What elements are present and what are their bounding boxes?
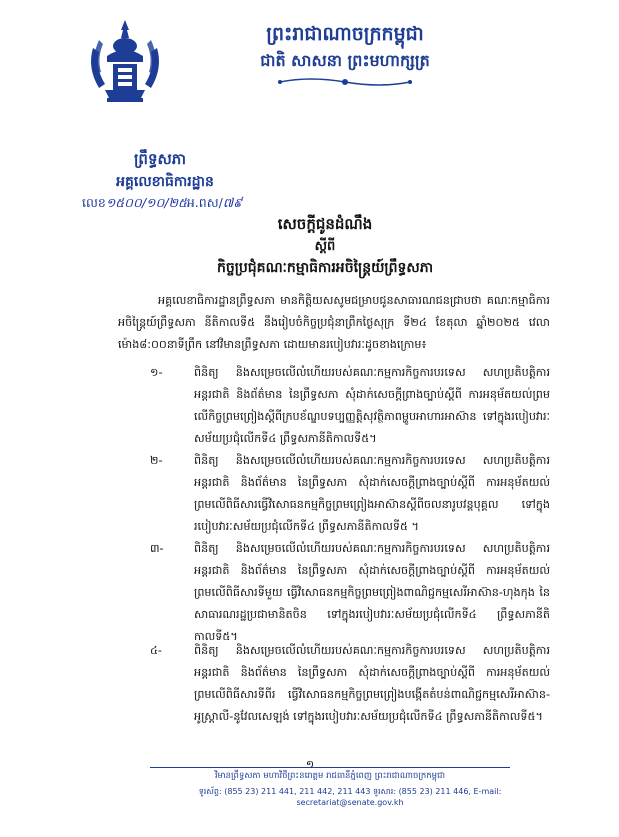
agenda-item-text: ពិនិត្យ និងសម្រេចលើលំហើយរបស់គណៈកម្មការកិច្ចការបរទេស សហប្រតិបត្តិការអន្តរជាតិ និងព័ត៌មាន នៃព្រឹទ្ធសភា សុំដាក់សេចក្តីព្រាងច្បាប់ស្តីពី ការអនុម័តយល់ព្រមលើពិធីសារធ្វើវិសោធនកម្មកិច្ចព្រមព្រៀងអាស៊ានស្តីពីចលនារូបវន្តបុគ្គល ទៅក្នុងរបៀបវារៈសម័យប្រជុំលើកទី៤ ព្រឹទ្ធសភានីតិកាលទី៥ ។: [194, 454, 550, 533]
agenda-item-label: ២-: [150, 454, 163, 467]
phone-number: (855 23) 211 441, 211 442, 211 443: [224, 787, 371, 796]
ref-prefix: លេខ: [82, 195, 106, 210]
senate-emblem-icon: [85, 18, 165, 104]
document-subtitle: កិច្ចប្រជុំគណៈកម្មាធិការអចិន្ត្រៃយ៍ព្រឹទ្ធសភា: [216, 260, 434, 276]
page-number: ១: [305, 758, 315, 771]
ref-suffix: អ.ពស/: [186, 195, 223, 210]
agenda-item-label: ១-: [150, 366, 163, 379]
email-link[interactable]: secretariat@senate.gov.kh: [296, 798, 404, 807]
footer-contact: [160, 786, 540, 807]
sender-department: អគ្គលេខាធិការដ្ឋាន: [116, 174, 214, 190]
intro-text: អគ្គលេខាធិការដ្ឋានព្រឹទ្ធសភា មានកិត្តិយសសូមជម្រាបជូនសាធារណជនជ្រាបថា គណៈកម្មាធិការអចិន្ត្រៃយ៍ព្រឹទ្ធសភា នីតិកាលទី៥ នឹងរៀបចំកិច្ចប្រជុំនាព្រឹកថ្ងៃសុក្រ ទី២៤ ខែតុលា ឆ្នាំ២០២៥ វេលាម៉ោង៨:០០នាទីព្រឹក នៅវិមានព្រឹទ្ធសភា ដោយមានរបៀបវារៈដូចខាងក្រោម៖: [118, 294, 550, 351]
phone-label: ទូរស័ព្ទ:: [198, 787, 222, 796]
national-motto: ជាតិ សាសនា ព្រះមហាក្សត្រ: [260, 51, 430, 70]
agenda-item-label: ៣-: [150, 542, 164, 555]
fax-label: ទូរសារ:: [373, 787, 397, 796]
email-label: E-mail:: [473, 787, 502, 796]
footer-address: វិមានព្រឹទ្ធសភា មហាវិថីព្រះនរោត្តម រាជធានីភ្នំពេញ ព្រះរាជាណាចក្រកម្ពុជា: [214, 771, 446, 781]
reference-number: [82, 195, 262, 214]
intro-paragraph: [118, 290, 550, 356]
fax-number: (855 23) 211 446,: [398, 787, 471, 796]
sender-institution: ព្រឹទ្ធសភា: [133, 150, 187, 168]
ref-number: ១៥០០/១០/២៥: [105, 195, 187, 210]
agenda-item-text: ពិនិត្យ និងសម្រេចលើលំហើយរបស់គណៈកម្មការកិច្ចការបរទេស សហប្រតិបត្តិការអន្តរជាតិ និងព័ត៌មាន នៃព្រឹទ្ធសភា សុំដាក់សេចក្តីព្រាងច្បាប់ស្តីពី ការអនុម័តយល់ព្រមលើកិច្ចព្រមព្រៀងស្តីពីក្របខ័ណ្ឌបទប្បញ្ញត្តិសុវត្ថិភាពម្ហូបអាហារអាស៊ាន ទៅក្នុងរបៀបវារៈសម័យប្រជុំលើកទី៤ ព្រឹទ្ធសភានីតិកាលទី៥។: [194, 366, 550, 445]
agenda-item-text: ពិនិត្យ និងសម្រេចលើលំហើយរបស់គណៈកម្មការកិច្ចការបរទេស សហប្រតិបត្តិការអន្តរជាតិ និងព័ត៌មាន នៃព្រឹទ្ធសភា សុំដាក់សេចក្តីព្រាងច្បាប់ស្តីពី ការអនុម័តយល់ព្រមលើពិធីសារទីមួយ ធ្វើវិសោធនកម្មកិច្ចព្រមព្រៀងពាណិជ្ជកម្មសេរីអាស៊ាន-ហុងកុង នៃសាធារណរដ្ឋប្រជាមានិតចិន ទៅក្នុងរបៀបវារៈសម័យប្រជុំលើកទី៤ ព្រឹទ្ធសភានីតិកាលទី៥។: [194, 542, 550, 643]
subject-label: ស្តីពី: [314, 239, 336, 254]
agenda-item-label: ៤-: [150, 644, 162, 657]
document-title: សេចក្តីជូនដំណឹង: [277, 215, 373, 233]
kingdom-title: ព្រះរាជាណាចក្រកម្ពុជា: [266, 23, 424, 45]
ref-code: ៧៩: [222, 195, 242, 210]
ornament-divider-icon: [270, 74, 420, 88]
footer-divider: [150, 767, 510, 768]
agenda-item-text: ពិនិត្យ និងសម្រេចលើលំហើយរបស់គណៈកម្មការកិច្ចការបរទេស សហប្រតិបត្តិការអន្តរជាតិ និងព័ត៌មាន នៃព្រឹទ្ធសភា សុំដាក់សេចក្តីព្រាងច្បាប់ស្តីពី ការអនុម័តយល់ព្រមលើពិធីសារទីពីរ ធ្វើវិសោធនកម្មកិច្ចព្រមព្រៀងបង្កើតតំបន់ពាណិជ្ជកម្មសេរីអាស៊ាន-អូស្ត្រាលី-នូវែលសេឡង់ ទៅក្នុងរបៀបវារៈសម័យប្រជុំលើកទី៤ ព្រឹទ្ធសភានីតិកាលទី៥។: [194, 644, 550, 723]
